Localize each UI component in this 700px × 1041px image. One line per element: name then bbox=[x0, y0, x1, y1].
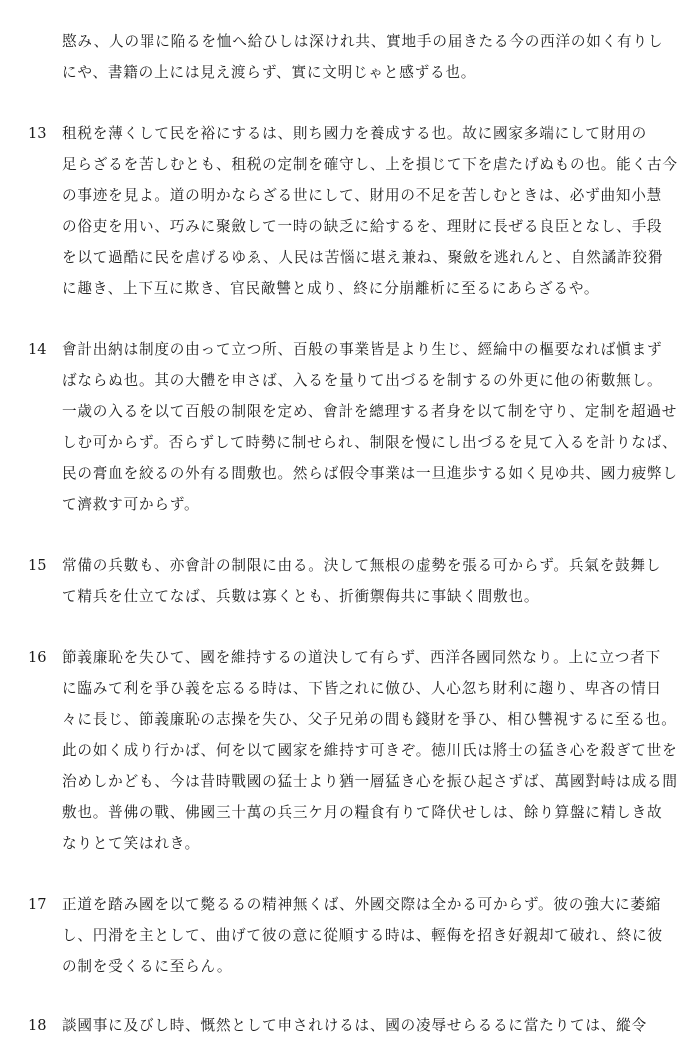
text-line: 民の膏血を絞るの外有る間敷也。然らば假令事業は一旦進歩する如く見ゆ共、國力疲弊し bbox=[62, 465, 678, 482]
article-15 bbox=[0, 550, 700, 612]
text-line: に臨みて利を爭ひ義を忘るる時は、下皆之れに倣ひ、人心忽ち財利に趨り、卑吝の情日 bbox=[62, 680, 662, 697]
article-first-line bbox=[0, 642, 700, 673]
text-line: 談國事に及びし時、慨然として申されけるは、國の凌辱せらるるに當たりては、縱令 bbox=[62, 1017, 647, 1034]
text-line: し、円滑を主として、曲げて彼の意に從順する時は、輕侮を招き好親却て破れ、終に彼 bbox=[62, 927, 663, 944]
article-first-line bbox=[0, 334, 700, 365]
text-line: の制を受くるに至らん。 bbox=[62, 958, 233, 975]
text-line: 常備の兵數も、亦會計の制限に由る。決して無根の虚勢を張る可からず。兵氣を鼓舞し bbox=[62, 557, 662, 574]
article-16 bbox=[0, 642, 700, 859]
text-line: にや、書籍の上には見え渡らず、實に文明じゃと感ずる也。 bbox=[62, 64, 477, 81]
article-first-line bbox=[0, 889, 700, 920]
text-line: しむ可からず。否らずして時勢に制せられ、制限を慢にし出づるを見て入るを計りなば、 bbox=[62, 434, 678, 451]
text-line: 足らざるを苦しむとも、租税の定制を確守し、上を損じて下を虐たげぬもの也。能く古今 bbox=[62, 156, 678, 173]
article-first-line bbox=[0, 550, 700, 581]
text-line: 租税を薄くして民を裕にするは、則ち國力を養成する也。故に國家多端にして財用の bbox=[62, 125, 647, 142]
article-number: 14 bbox=[28, 341, 47, 358]
article-13 bbox=[0, 118, 700, 304]
article-number: 16 bbox=[28, 649, 47, 666]
article-first-line bbox=[0, 118, 700, 149]
text-line: ばならぬ也。其の大體を申さば、入るを量りて出づるを制するの外更に他の術數無し。 bbox=[62, 372, 663, 389]
article-number: 15 bbox=[28, 557, 47, 574]
text-line: 愍み、人の罪に陥るを恤へ給ひしは深けれ共、實地手の届きたる今の西洋の如く有りし bbox=[62, 33, 664, 50]
text-line: 一歳の入るを以て百般の制限を定め、會計を總理する者身を以て制を守り、定制を超過せ bbox=[62, 403, 678, 420]
text-line: なりとて笑はれき。 bbox=[62, 835, 200, 852]
text-line: に趣き、上下互に欺き、官民敵讐と成り、終に分崩離析に至るにあらざるや。 bbox=[62, 280, 600, 297]
text-line: て濟救す可からず。 bbox=[62, 496, 200, 513]
text-line: の事迹を見よ。道の明かならざる世にして、財用の不足を苦しむときは、必ず曲知小慧 bbox=[62, 187, 663, 204]
text-line: 治めしかども、今は昔時戰國の猛士より猶一層猛き心を振ひ起さずば、萬國對峙は成る間 bbox=[62, 773, 678, 790]
article-number: 13 bbox=[28, 125, 47, 142]
text-line: の俗吏を用い、巧みに聚斂して一時の缺乏に給するを、理財に長ぜる良臣となし、手段 bbox=[62, 218, 663, 235]
text-line: て精兵を仕立てなば、兵數は寡くとも、折衝禦侮共に事缺く間敷也。 bbox=[62, 588, 540, 605]
text-line: 此の如く成り行かば、何を以て國家を維持す可きぞ。徳川氏は將士の猛き心を殺ぎて世を bbox=[62, 742, 678, 759]
article-number: 18 bbox=[28, 1017, 47, 1034]
text-line: 敷也。普佛の戰、佛國三十萬の兵三ケ月の糧食有りて降伏せしは、餘り算盤に精しき故 bbox=[62, 804, 663, 821]
text-line: 節義廉恥を失ひて、國を維持するの道決して有らず、西洋各國同然なり。上に立つ者下 bbox=[62, 649, 661, 666]
intro-paragraph bbox=[0, 26, 700, 88]
text-line: を以て過酷に民を虐げるゆゑ、人民は苦惱に堪え兼ね、聚斂を逃れんと、自然譎詐狡猾 bbox=[62, 249, 664, 266]
article-18 bbox=[0, 1010, 700, 1041]
article-14 bbox=[0, 334, 700, 520]
article-number: 17 bbox=[28, 896, 47, 913]
text-line: 會計出納は制度の由って立つ所、百般の事業皆是より生じ、經綸中の樞要なれば愼まず bbox=[62, 341, 663, 358]
text-line: 正道を踏み國を以て斃るるの精神無くば、外國交際は全かる可からず。彼の強大に萎縮 bbox=[62, 896, 662, 913]
article-first-line bbox=[0, 1010, 700, 1041]
text-line: 々に長じ、節義廉恥の志操を失ひ、父子兄弟の間も錢財を爭ひ、相ひ讐視するに至る也。 bbox=[62, 711, 677, 728]
